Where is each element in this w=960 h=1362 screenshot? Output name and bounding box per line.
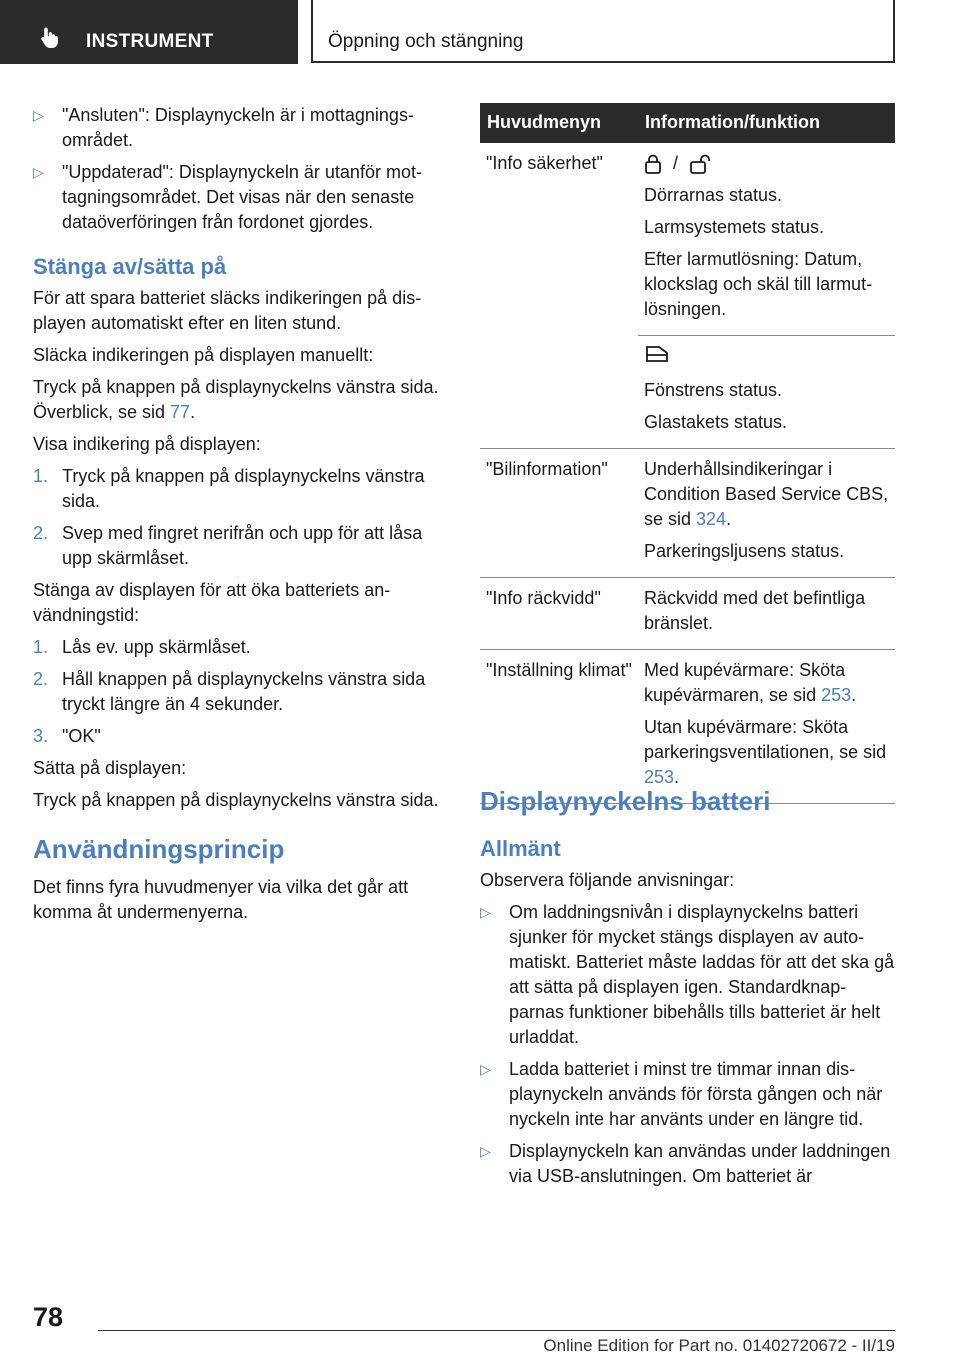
footer-divider	[98, 1330, 895, 1331]
table-cell: "Bilinformation"	[480, 449, 638, 578]
table-row	[480, 650, 895, 804]
triangle-bullet-icon: ▷	[480, 1143, 491, 1159]
lock-open-icon	[689, 154, 715, 174]
paragraph: Släcka indikeringen på displayen manuellt:	[33, 345, 374, 365]
paragraph: Tryck på knappen på displaynyckelns vänstra sida.	[33, 790, 439, 810]
page-link[interactable]: 253	[644, 767, 675, 787]
table-row	[480, 449, 895, 578]
list-item: 1. Tryck på knappen på displaynyckelns vänstra sida.	[33, 466, 425, 511]
list-item: ▷ Om laddningsnivån i displaynyckelns batteri sjunker för mycket stängs displayen av automatiskt. Batteriet måste laddas för att det ska gå att sätta på displayen igen. Standardknapparnas funktioner bibehålls tills batteriet är helt urladdat.	[480, 902, 895, 1047]
list-item: ▷ "Ansluten": Displaynyckeln är i mottagningsområdet.	[33, 105, 414, 150]
page-link[interactable]: 253	[821, 685, 852, 705]
paragraph: Tryck på knappen på displaynyckelns vänstra sida. Överblick, se sid 77.	[33, 377, 439, 422]
main-menu-table	[480, 103, 895, 804]
heading-general: Allmänt	[480, 836, 561, 861]
list-item: ▷ "Uppdaterad": Displaynyckeln är utanför mottagningsområdet. Det visas när den senaste dataöverföringen från fordonet gjordes.	[33, 162, 422, 232]
list-item: 2. Svep med fingret nerifrån och upp för att låsa upp skärmlåset.	[33, 523, 423, 568]
table-cell: "Info räckvidd"	[480, 578, 638, 650]
paragraph: För att spara batteriet släcks indikeringen på displayen automatiskt efter en liten stund.	[33, 288, 422, 333]
page-link[interactable]: 77	[170, 402, 191, 422]
table-row	[480, 578, 895, 650]
column-header: Information/funktion	[638, 103, 895, 143]
paragraph: Observera följande anvisningar:	[480, 870, 735, 890]
left-column	[33, 103, 443, 932]
window-icon	[644, 344, 670, 364]
page-number: 78	[33, 1302, 64, 1332]
list-item: ▷ Displaynyckeln kan användas under laddningen via USB-anslutningen. Om batteriet är	[480, 1141, 891, 1186]
table-cell	[480, 336, 638, 449]
chapter-title: Öppning och stängning	[328, 31, 524, 52]
heading-principle: Användningsprincip	[33, 834, 285, 864]
header-chapter-box	[311, 0, 895, 63]
table-cell: Underhållsindikeringar i Condition Based Service CBS, se sid 324. Parkeringsljusens status.	[638, 449, 895, 578]
triangle-bullet-icon: ▷	[33, 164, 44, 180]
page-link[interactable]: 324	[696, 509, 727, 529]
triangle-bullet-icon: ▷	[480, 1061, 491, 1077]
table-cell: Med kupévärmare: Sköta kupévärmaren, se sid 253. Utan kupévärmare: Sköta parkeringsventilationen, se sid 253.	[638, 650, 895, 804]
footer-edition: Online Edition for Part no. 01402720672 - II/19	[543, 1336, 895, 1355]
list-item: 3. "OK"	[33, 726, 101, 746]
table-row	[480, 336, 895, 449]
header-section-tab	[0, 0, 298, 64]
paragraph: Stänga av displayen för att öka batteriets användningstid:	[33, 580, 391, 625]
hand-pointer-icon	[40, 26, 60, 48]
table-cell: Räckvidd med det befintliga bränslet.	[638, 578, 895, 650]
lock-closed-icon	[644, 154, 662, 174]
table-cell: "Inställning klimat"	[480, 650, 638, 804]
list-item: ▷ Ladda batteriet i minst tre timmar innan displaynyckeln används för första gången och när nyckeln inte har använts under en längre tid.	[480, 1059, 883, 1129]
heading-turn-off-on: Stänga av/sätta på	[33, 254, 227, 279]
list-item: 2. Håll knappen på displaynyckelns vänstra sida tryckt längre än 4 sekunder.	[33, 669, 426, 714]
paragraph: Visa indikering på displayen:	[33, 434, 261, 454]
heading-battery: Displaynyckelns batteri	[480, 786, 771, 816]
column-header: Huvudmenyn	[480, 103, 638, 143]
paragraph: Sätta på displayen:	[33, 758, 187, 778]
table-header-row	[480, 103, 895, 143]
right-column	[480, 785, 895, 1196]
section-title: INSTRUMENT	[86, 31, 214, 52]
table-row	[480, 143, 895, 336]
table-cell: / Dörrarnas status. Larmsystemets status. Efter larmutlösning: Datum, klockslag och skäl till larmutlösningen.	[638, 143, 895, 336]
paragraph: Det finns fyra huvudmenyer via vilka det går att komma åt undermenyerna.	[33, 877, 409, 922]
table-cell: "Info säkerhet"	[486, 153, 603, 173]
table-cell: Fönstrens status. Glastakets status.	[638, 336, 895, 449]
list-item: 1. Lås ev. upp skärmlåset.	[33, 637, 251, 657]
triangle-bullet-icon: ▷	[33, 107, 44, 123]
triangle-bullet-icon: ▷	[480, 904, 491, 920]
